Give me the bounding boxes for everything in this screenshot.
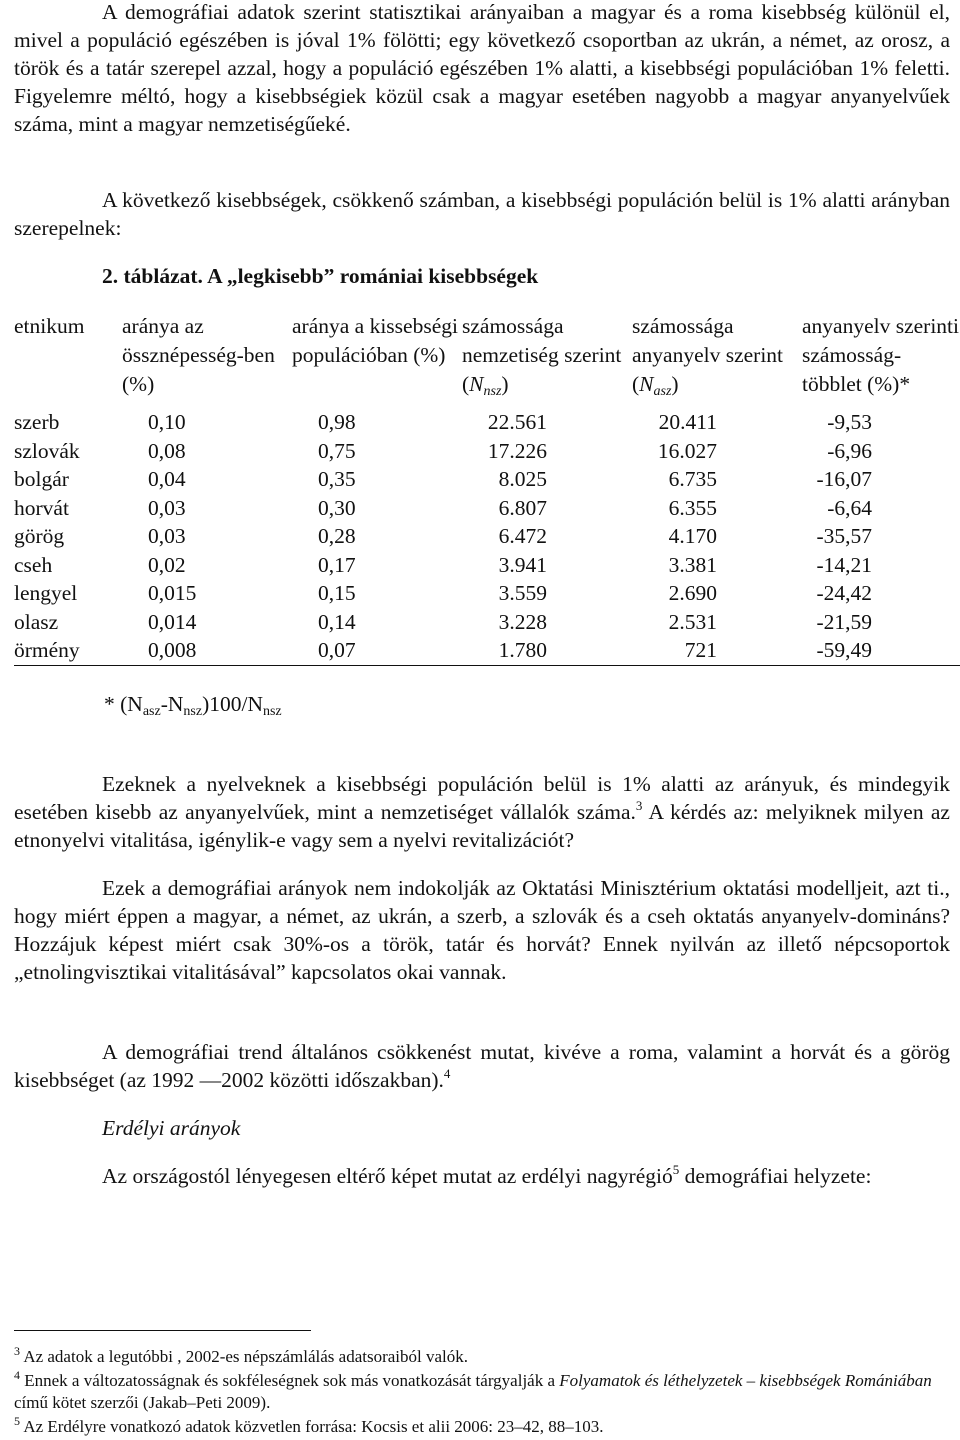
cell-arany-ossznepesseg: 0,02 xyxy=(148,552,186,577)
paragraph-4: Ezek a demográfiai arányok nem indokolják az Oktatási Minisztérium oktatási modelljeit, azt ti., hogy miért éppen a magyar, a német, az ukrán, a szerb, a szlovák és a cseh oktatás anyanyelv-domináns? Hozzájuk képest miért csak 30%-os a török, tatár és horvát? Ennek nyilván az illető népcsoportok „etnolingvisztikai vitalitásával” kapcsolatos okai vannak. xyxy=(14,876,950,984)
cell-tobblet: -35,57 xyxy=(816,524,872,548)
cell-arany-kisebbsegi: 0,35 xyxy=(318,467,356,491)
cell-etnikum: cseh xyxy=(14,552,53,577)
cell-tobblet: -6,96 xyxy=(827,438,872,463)
cell-arany-ossznepesseg: 0,03 xyxy=(148,524,186,548)
paragraph-1: A demográfiai adatok szerint statisztikai arányaiban a magyar és a roma kisebbség különül el, mivel a populáció egészében is jóval 1% fölötti; egy következő csoportban az ukrán, a német, az orosz, a török és a tatár szerepel azzal, hogy a populáció egészében 1% alatti, a kisebbségi populációban 1% feletti. Figyelemre méltó, hogy a kisebbségiek közül csak a magyar esetében nagyobb a magyar anyanyelvűek száma, mint a magyar nemzetiségűeké. xyxy=(14,0,950,136)
cell-arany-kisebbsegi: 0,07 xyxy=(292,636,462,665)
cell-etnikum: örmény xyxy=(14,636,122,665)
table-row xyxy=(14,465,960,494)
section-heading: Erdélyi arányok xyxy=(102,1116,241,1140)
footnote-5: $^5$ Az Erdélyre vonatkozó adatok közvetlen forrása: Kocsis et alii 2006: 23–42, 88–103. xyxy=(14,1414,604,1436)
cell-etnikum: görög xyxy=(14,524,65,548)
footnote-separator xyxy=(14,1330,311,1331)
cell-arany-kisebbsegi: 0,30 xyxy=(318,495,356,520)
table-row xyxy=(14,608,960,637)
cell-szamossag-nemzetiseg: 6.472 xyxy=(498,524,547,548)
cell-tobblet: -59,49 xyxy=(816,638,872,662)
cell-tobblet: -16,07 xyxy=(816,467,872,491)
cell-szamossag-anyanyelv: 2.531 xyxy=(668,609,717,634)
cell-tobblet: -9,53 xyxy=(827,410,872,434)
table-header-row xyxy=(14,312,960,408)
cell-tobblet: -14,21 xyxy=(816,552,872,577)
cell-arany-kisebbsegi: 0,14 xyxy=(318,609,356,634)
header-tobblet: anyanyelv szerinti számosság-többlet (%)* xyxy=(802,314,960,396)
footnote-ref-3: 3 xyxy=(635,798,643,813)
cell-arany-kisebbsegi: 0,17 xyxy=(318,552,356,577)
cell-szamossag-anyanyelv: 20.411 xyxy=(658,410,717,434)
header-arany-kisebbsegi: aránya a kissebségi populációban (%) xyxy=(292,314,458,367)
table-row xyxy=(14,437,960,466)
cell-arany-kisebbsegi: 0,15 xyxy=(318,581,356,605)
cell-arany-ossznepesseg: 0,10 xyxy=(148,410,186,434)
table-row xyxy=(14,551,960,580)
header-etnikum: etnikum xyxy=(14,314,85,338)
cell-arany-ossznepesseg: 0,03 xyxy=(148,495,186,520)
cell-szamossag-anyanyelv: 721 xyxy=(684,638,717,662)
cell-szamossag-anyanyelv: 6.355 xyxy=(668,495,717,520)
cell-arany-ossznepesseg: 0,008 xyxy=(122,636,292,665)
cell-arany-ossznepesseg: 0,08 xyxy=(148,438,186,463)
header-arany-ossznepesseg: aránya az össznépesség-ben (%) xyxy=(122,314,275,396)
cell-arany-kisebbsegi: 0,98 xyxy=(318,410,356,434)
minorities-table xyxy=(14,312,960,666)
paragraph-6: Az országostól lényegesen eltérő képet mutat az erdélyi nagyrégió$^5$ demográfiai helyzete: xyxy=(102,1162,872,1188)
table-row xyxy=(14,636,960,665)
paragraph-3: Ezeknek a nyelveknek a kisebbségi populáción belül is 1% alatti az arányuk, és mindegyik esetében kisebb az anyanyelvűek, mint a nemzetiséget vállalók száma.$^3$ A kérdés az: melyiknek milyen az etnonyelvi vitalitása, igénylik-e vagy sem a nyelvi revitalizációt? xyxy=(14,772,950,852)
cell-szamossag-anyanyelv: 6.735 xyxy=(668,467,717,491)
cell-szamossag-anyanyelv: 4.170 xyxy=(668,524,717,548)
cell-etnikum: olasz xyxy=(14,609,59,634)
cell-szamossag-nemzetiseg: 6.807 xyxy=(498,495,547,520)
cell-etnikum: bolgár xyxy=(14,467,69,491)
cell-szamossag-nemzetiseg: 3.559 xyxy=(498,581,547,605)
cell-szamossag-nemzetiseg: 3.941 xyxy=(498,552,547,577)
table-row xyxy=(14,494,960,523)
cell-etnikum: szerb xyxy=(14,410,60,434)
table-caption-title: A „legkisebb” romániai kisebbségek xyxy=(202,264,539,288)
cell-szamossag-nemzetiseg: 3.228 xyxy=(498,609,547,634)
cell-etnikum: szlovák xyxy=(14,438,80,463)
table-caption-label: 2. táblázat. xyxy=(102,264,203,288)
cell-szamossag-nemzetiseg: 22.561 xyxy=(487,410,547,434)
cell-szamossag-anyanyelv: 2.690 xyxy=(668,581,717,605)
cell-arany-kisebbsegi: 0,75 xyxy=(318,438,356,463)
cell-arany-kisebbsegi: 0,28 xyxy=(318,524,356,548)
cell-etnikum: lengyel xyxy=(14,581,78,605)
cell-etnikum: horvát xyxy=(14,495,69,520)
table-footnote-formula: * (Nasz-Nnsz)100/Nnsz xyxy=(104,692,282,719)
footnote-3: $^3$ Az adatok a legutóbbi , 2002-es népszámlálás adatsoraiból valók. xyxy=(14,1344,469,1366)
cell-arany-ossznepesseg: 0,015 xyxy=(148,581,197,605)
cell-tobblet: -21,59 xyxy=(816,609,872,634)
cell-arany-ossznepesseg: 0,014 xyxy=(148,609,197,634)
paragraph-5: A demográfiai trend általános csökkenést mutat, kivéve a roma, valamint a horvát és a görög kisebbséget (az 1992 —2002 közötti időszakban).$^4$ xyxy=(14,1040,950,1092)
header-szamossag-nemzetiseg: számossága nemzetiség szerint $(N_{nsz})$ xyxy=(462,314,622,399)
cell-szamossag-anyanyelv: 16.027 xyxy=(657,438,717,463)
cell-szamossag-nemzetiseg: 1.780 xyxy=(498,638,547,662)
cell-szamossag-nemzetiseg: 17.226 xyxy=(487,438,547,463)
cell-szamossag-nemzetiseg: 8.025 xyxy=(498,467,547,491)
table-body xyxy=(14,408,960,665)
footnote-ref-5: 5 xyxy=(672,1162,680,1177)
cell-szamossag-anyanyelv: 3.381 xyxy=(668,552,717,577)
table-row xyxy=(14,408,960,437)
table-row xyxy=(14,579,960,608)
table-row xyxy=(14,522,960,551)
paragraph-2: A következő kisebbségek, csökkenő számban, a kisebbségi populáción belül is 1% alatti arányban szerepelnek: xyxy=(14,188,950,240)
cell-arany-ossznepesseg: 0,04 xyxy=(148,467,186,491)
footnote-4: $^4$ Ennek a változatosságnak és sokféleségnek sok más vonatkozását tárgyalják a Folyamatok és léthelyzetek – kisebbségek Romániában című kötet szerzői (Jakab–Peti 2009). xyxy=(14,1368,932,1412)
cell-tobblet: -6,64 xyxy=(827,495,872,520)
footnote-ref-4: 4 xyxy=(443,1066,451,1081)
cell-tobblet: -24,42 xyxy=(816,581,872,605)
table-caption xyxy=(102,264,538,289)
header-szamossag-anyanyelv: számossága anyanyelv szerint $(N_{asz})$ xyxy=(632,314,784,399)
